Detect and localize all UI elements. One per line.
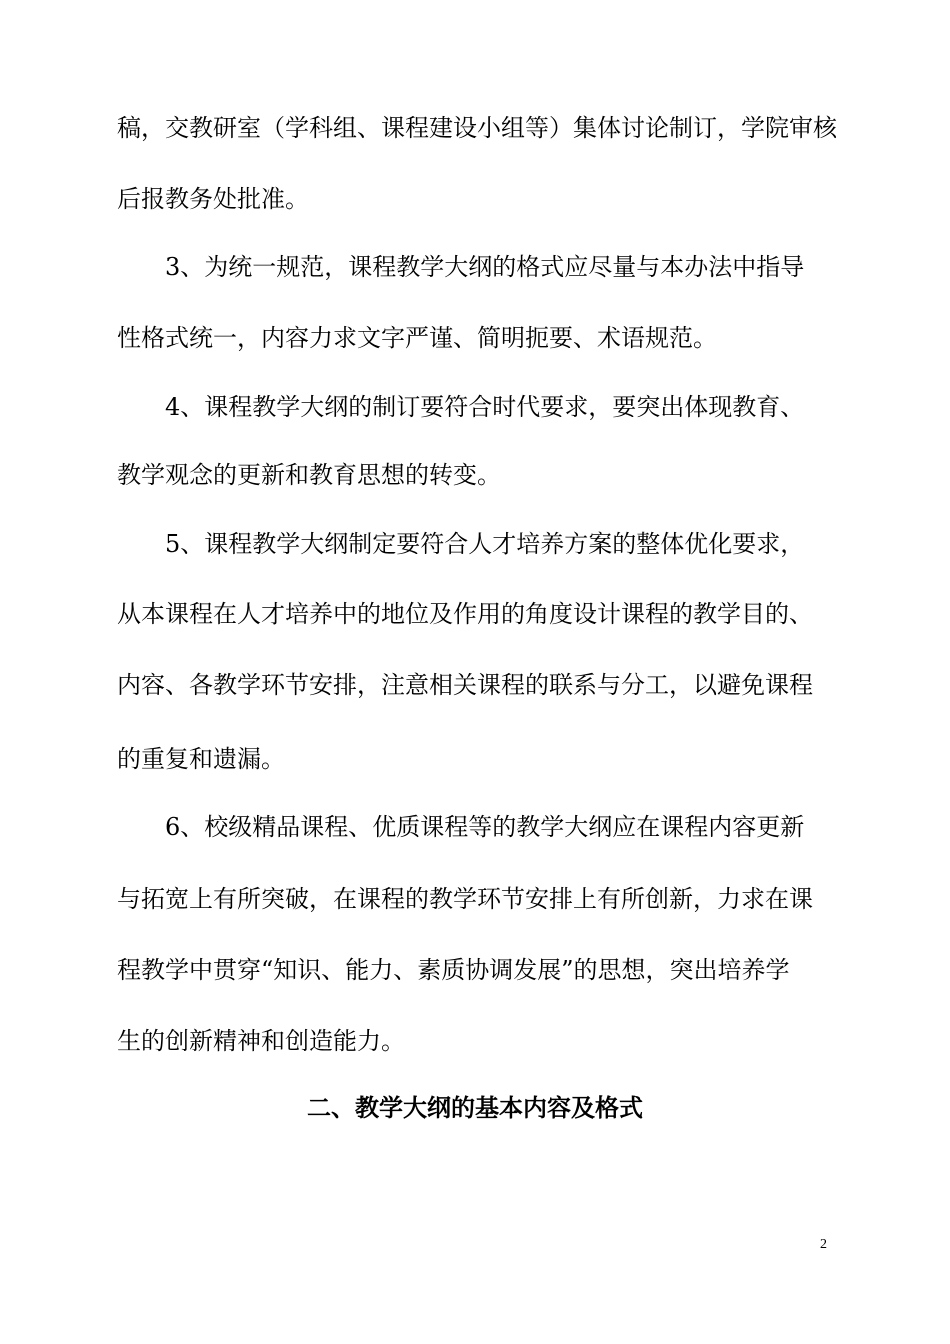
paragraph-line: 教学观念的更新和教育思想的转变。 — [117, 461, 501, 489]
paragraph-line: 性格式统一，内容力求文字严谨、简明扼要、术语规范。 — [117, 324, 717, 352]
paragraph-line: 从本课程在人才培养中的地位及作用的角度设计课程的教学目的、 — [117, 600, 813, 628]
section-heading: 二、教学大纲的基本内容及格式 — [307, 1094, 643, 1122]
paragraph-line: 6、校级精品课程、优质课程等的教学大纲应在课程内容更新 — [165, 813, 805, 841]
paragraph-line: 5、课程教学大纲制定要符合人才培养方案的整体优化要求， — [165, 530, 805, 558]
paragraph-line: 3、为统一规范，课程教学大纲的格式应尽量与本办法中指导 — [165, 253, 805, 281]
paragraph-line: 程教学中贯穿“知识、能力、素质协调发展”的思想，突出培养学 — [117, 956, 790, 984]
page-number: 2 — [820, 1237, 827, 1252]
paragraph-line: 4、课程教学大纲的制订要符合时代要求，要突出体现教育、 — [165, 393, 805, 421]
paragraph-line: 后报教务处批准。 — [117, 185, 309, 213]
paragraph-line: 稿，交教研室（学科组、课程建设小组等）集体讨论制订，学院审核 — [117, 114, 837, 142]
paragraph-line: 的重复和遗漏。 — [117, 745, 285, 773]
paragraph-line: 生的创新精神和创造能力。 — [117, 1027, 405, 1055]
paragraph-line: 内容、各教学环节安排，注意相关课程的联系与分工，以避免课程 — [117, 671, 813, 699]
paragraph-line: 与拓宽上有所突破，在课程的教学环节安排上有所创新，力求在课 — [117, 885, 813, 913]
